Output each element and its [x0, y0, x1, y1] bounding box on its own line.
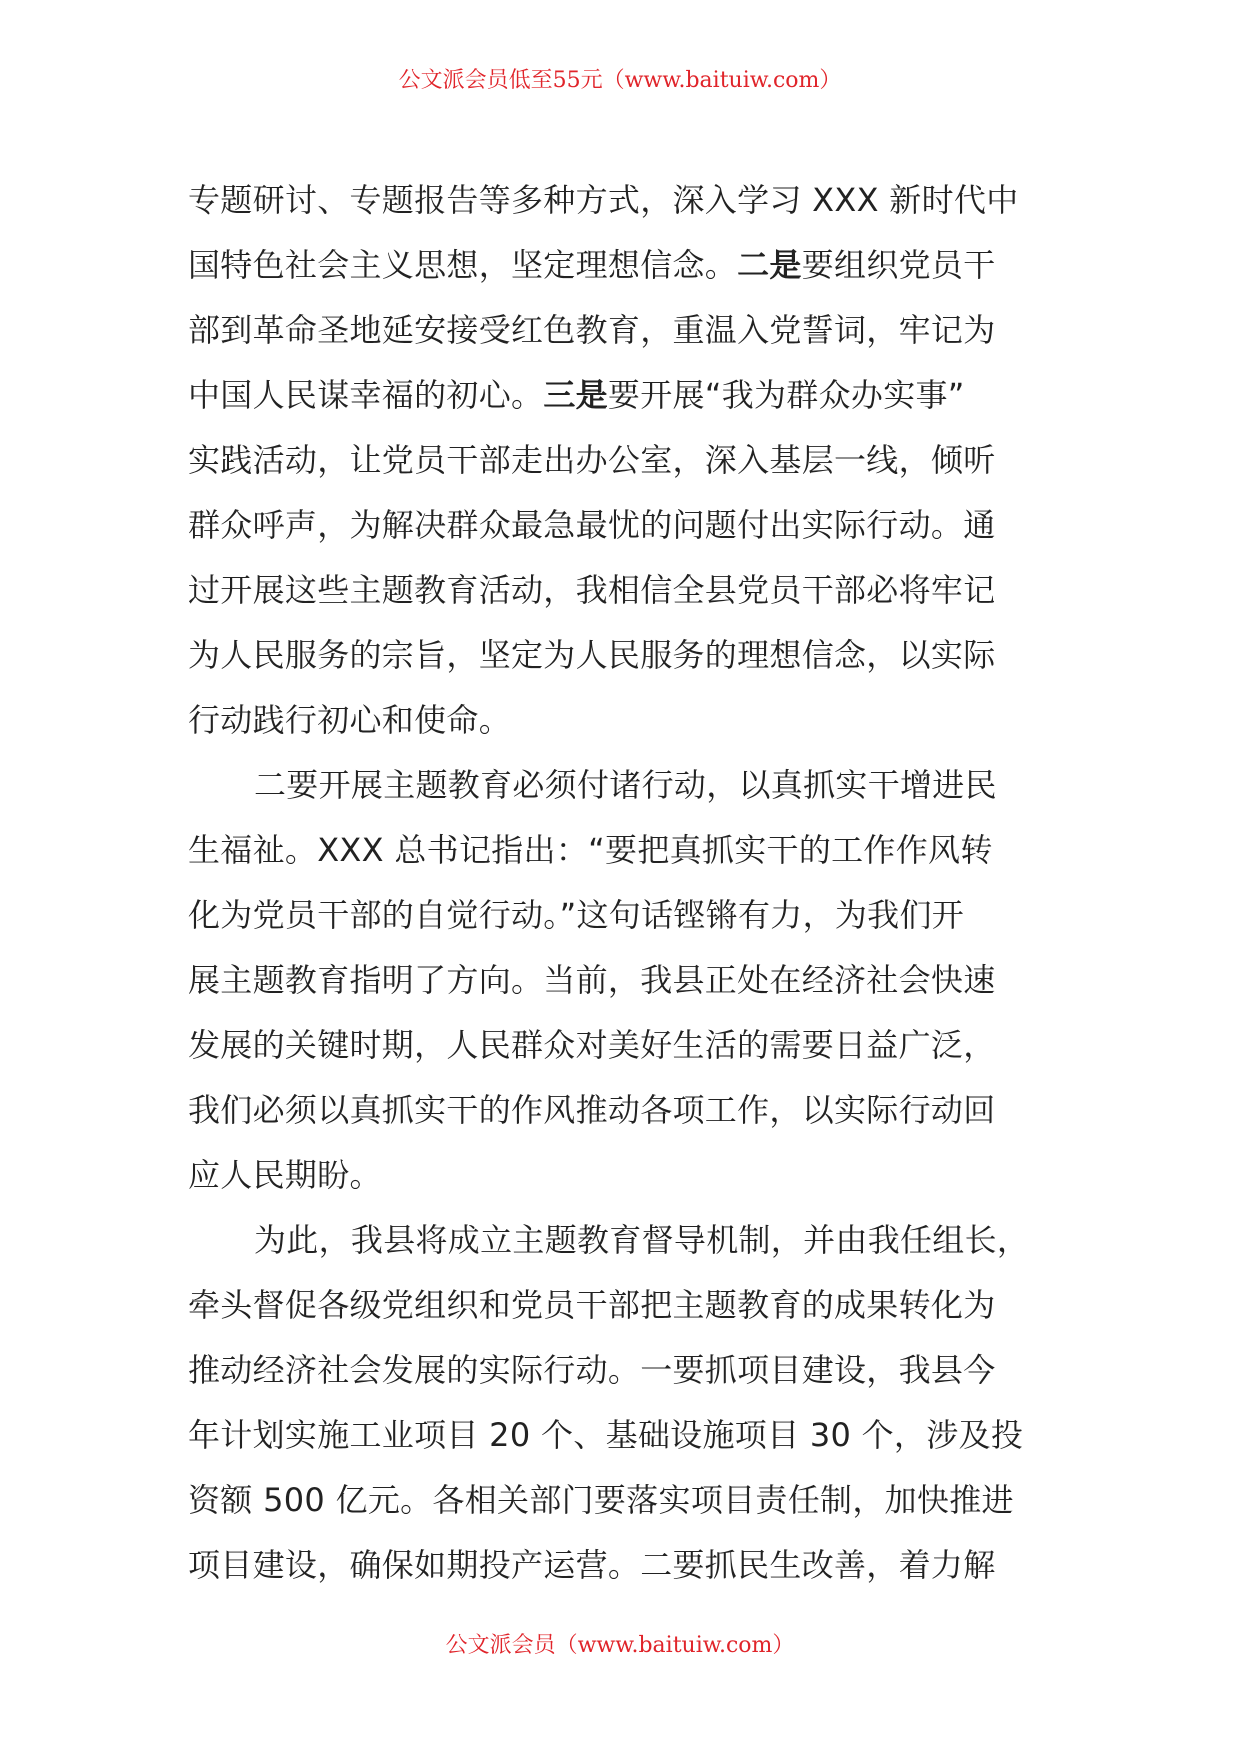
text-segment: 实践活动，让党员干部走出办公室，深入基层一线，倾听	[188, 441, 996, 479]
text-segment: 要组织党员干	[801, 246, 996, 284]
text-segment: 发展的关键时期，人民群众对美好生活的需要日益广泛，	[188, 1026, 996, 1064]
text-segment: 项目建设，确保如期投产运营。二要抓民生改善，着力解	[188, 1546, 996, 1584]
text-segment: 群众呼声，为解决群众最急最忧的问题付出实际行动。通	[188, 506, 996, 544]
text-line	[188, 623, 1068, 688]
text-segment: 行动践行初心和使命。	[188, 701, 512, 739]
text-line	[188, 233, 1068, 298]
text-line	[188, 948, 1068, 1013]
paragraph	[188, 753, 1068, 1208]
text-segment: 中国人民谋幸福的初心。	[188, 376, 544, 414]
text-line	[188, 298, 1068, 363]
text-segment: 推动经济社会发展的实际行动。一要抓项目建设，我县今	[188, 1351, 996, 1389]
text-segment: 国特色社会主义思想，坚定理想信念。	[188, 246, 738, 284]
text-segment: 资额 500 亿元。各相关部门要落实项目责任制，加快推进	[188, 1481, 1014, 1519]
text-segment: 要开展“我为群众办实事”	[607, 376, 965, 414]
text-segment: 过开展这些主题教育活动，我相信全县党员干部必将牢记	[188, 571, 996, 609]
header-banner: 公文派会员低至55元（www.baituiw.com）	[398, 68, 842, 93]
text-segment: 牵头督促各级党组织和党员干部把主题教育的成果转化为	[188, 1286, 996, 1324]
text-line	[188, 493, 1068, 558]
text-line	[188, 1468, 1068, 1533]
text-segment: 部到革命圣地延安接受红色教育，重温入党誓词，牢记为	[188, 311, 996, 349]
text-segment: 生福祉。XXX 总书记指出：“要把真抓实干的工作作风转	[188, 831, 993, 869]
text-line	[188, 1078, 1068, 1143]
document-body	[188, 168, 1068, 1598]
text-segment: 为此，我县将成立主题教育督导机制，并由我任组长，	[254, 1221, 1030, 1259]
text-segment: 为人民服务的宗旨，坚定为人民服务的理想信念，以实际	[188, 636, 996, 674]
paragraph	[188, 1208, 1068, 1598]
text-line	[188, 688, 1068, 753]
text-line	[188, 1013, 1068, 1078]
text-line	[188, 428, 1068, 493]
text-line	[188, 883, 1068, 948]
text-segment: 我们必须以真抓实干的作风推动各项工作，以实际行动回	[188, 1091, 996, 1129]
text-line	[188, 1338, 1068, 1403]
text-line	[188, 1143, 1068, 1208]
text-line	[188, 168, 1068, 233]
paragraph	[188, 168, 1068, 753]
text-line	[188, 753, 1068, 818]
text-line	[188, 1273, 1068, 1338]
text-segment: 二要开展主题教育必须付诸行动，以真抓实干增进民	[254, 766, 997, 804]
text-line	[188, 558, 1068, 623]
text-line	[188, 1533, 1068, 1598]
bold-marker: 二是	[737, 246, 802, 284]
text-segment: 专题研讨、专题报告等多种方式，深入学习 XXX 新时代中	[188, 181, 1019, 219]
text-segment: 展主题教育指明了方向。当前，我县正处在经济社会快速	[188, 961, 996, 999]
text-segment: 年计划实施工业项目 20 个、基础设施项目 30 个，涉及投	[188, 1416, 1024, 1454]
text-line	[188, 363, 1068, 428]
text-segment: 化为党员干部的自觉行动。”这句话铿锵有力，为我们开	[188, 896, 965, 934]
text-segment: 应人民期盼。	[188, 1156, 382, 1194]
footer-banner: 公文派会员（www.baituiw.com）	[445, 1633, 795, 1658]
bold-marker: 三是	[543, 376, 608, 414]
text-line	[188, 1403, 1068, 1468]
text-line	[188, 818, 1068, 883]
text-line	[188, 1208, 1068, 1273]
